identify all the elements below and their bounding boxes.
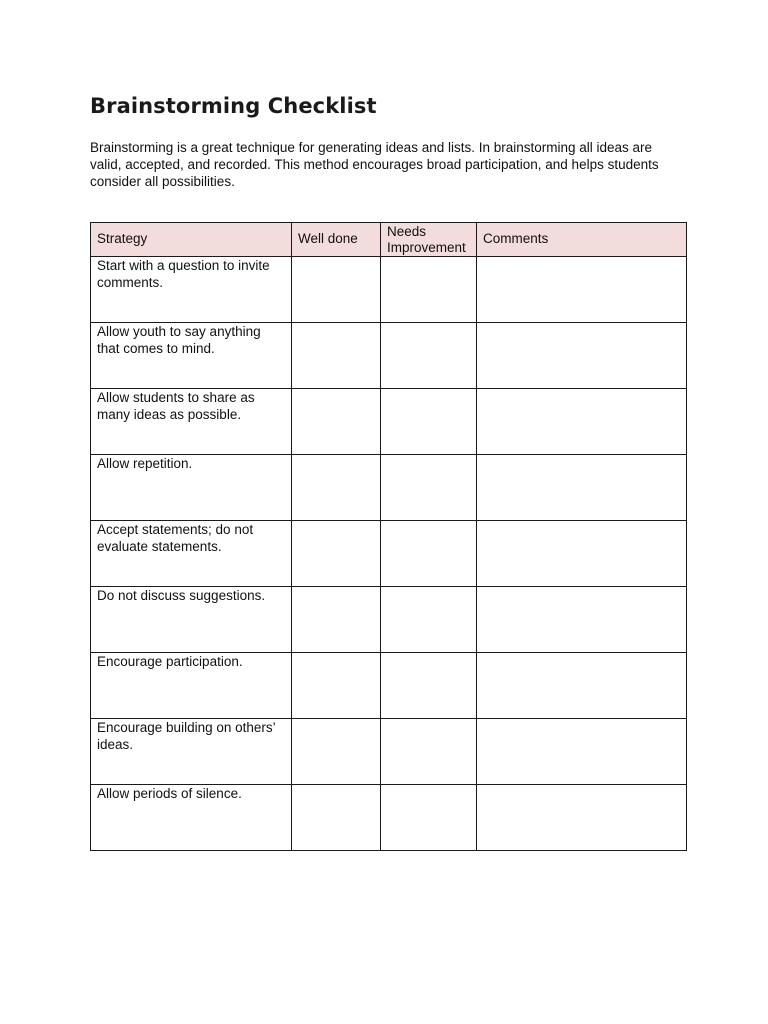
- comments-cell: [477, 257, 687, 323]
- comments-cell: [477, 719, 687, 785]
- table-row: [91, 653, 687, 719]
- strategy-cell: Encourage participation.: [91, 653, 292, 719]
- well-done-cell: [292, 653, 381, 719]
- needs-improvement-cell: [381, 323, 477, 389]
- strategy-cell: Allow students to share as many ideas as possible.: [91, 389, 292, 455]
- well-done-cell: [292, 587, 381, 653]
- well-done-cell: [292, 389, 381, 455]
- strategy-cell: Allow periods of silence.: [91, 785, 292, 851]
- table-row: [91, 521, 687, 587]
- well-done-cell: [292, 785, 381, 851]
- column-header-comments: Comments: [477, 223, 687, 257]
- needs-improvement-cell: [381, 785, 477, 851]
- needs-improvement-cell: [381, 455, 477, 521]
- page-title: Brainstorming Checklist: [90, 94, 377, 118]
- strategy-cell: Start with a question to invite comments.: [91, 257, 292, 323]
- table-row: [91, 389, 687, 455]
- needs-improvement-cell: [381, 587, 477, 653]
- well-done-cell: [292, 257, 381, 323]
- strategy-cell: Allow youth to say anything that comes to mind.: [91, 323, 292, 389]
- table-row: [91, 719, 687, 785]
- needs-improvement-cell: [381, 521, 477, 587]
- table-row: [91, 785, 687, 851]
- comments-cell: [477, 323, 687, 389]
- column-header-needs-improvement: Needs Improvement: [381, 223, 477, 257]
- well-done-cell: [292, 455, 381, 521]
- comments-cell: [477, 587, 687, 653]
- needs-improvement-cell: [381, 719, 477, 785]
- checklist-table: [90, 222, 687, 851]
- table-header-row: [91, 223, 687, 257]
- needs-improvement-cell: [381, 389, 477, 455]
- comments-cell: [477, 455, 687, 521]
- column-header-well-done: Well done: [292, 223, 381, 257]
- strategy-cell: Do not discuss suggestions.: [91, 587, 292, 653]
- comments-cell: [477, 389, 687, 455]
- column-header-strategy: Strategy: [91, 223, 292, 257]
- well-done-cell: [292, 719, 381, 785]
- intro-paragraph: Brainstorming is a great technique for generating ideas and lists. In brainstorming all ideas are valid, accepted, and recorded. This method encourages broad participation, and helps students consider all possibilities.: [90, 140, 659, 189]
- table-row: [91, 587, 687, 653]
- table-row: [91, 257, 687, 323]
- comments-cell: [477, 785, 687, 851]
- strategy-cell: Allow repetition.: [91, 455, 292, 521]
- table-row: [91, 323, 687, 389]
- strategy-cell: Accept statements; do not evaluate statements.: [91, 521, 292, 587]
- needs-improvement-cell: [381, 653, 477, 719]
- table-row: [91, 455, 687, 521]
- strategy-cell: Encourage building on others’ ideas.: [91, 719, 292, 785]
- well-done-cell: [292, 323, 381, 389]
- needs-improvement-cell: [381, 257, 477, 323]
- well-done-cell: [292, 521, 381, 587]
- comments-cell: [477, 653, 687, 719]
- comments-cell: [477, 521, 687, 587]
